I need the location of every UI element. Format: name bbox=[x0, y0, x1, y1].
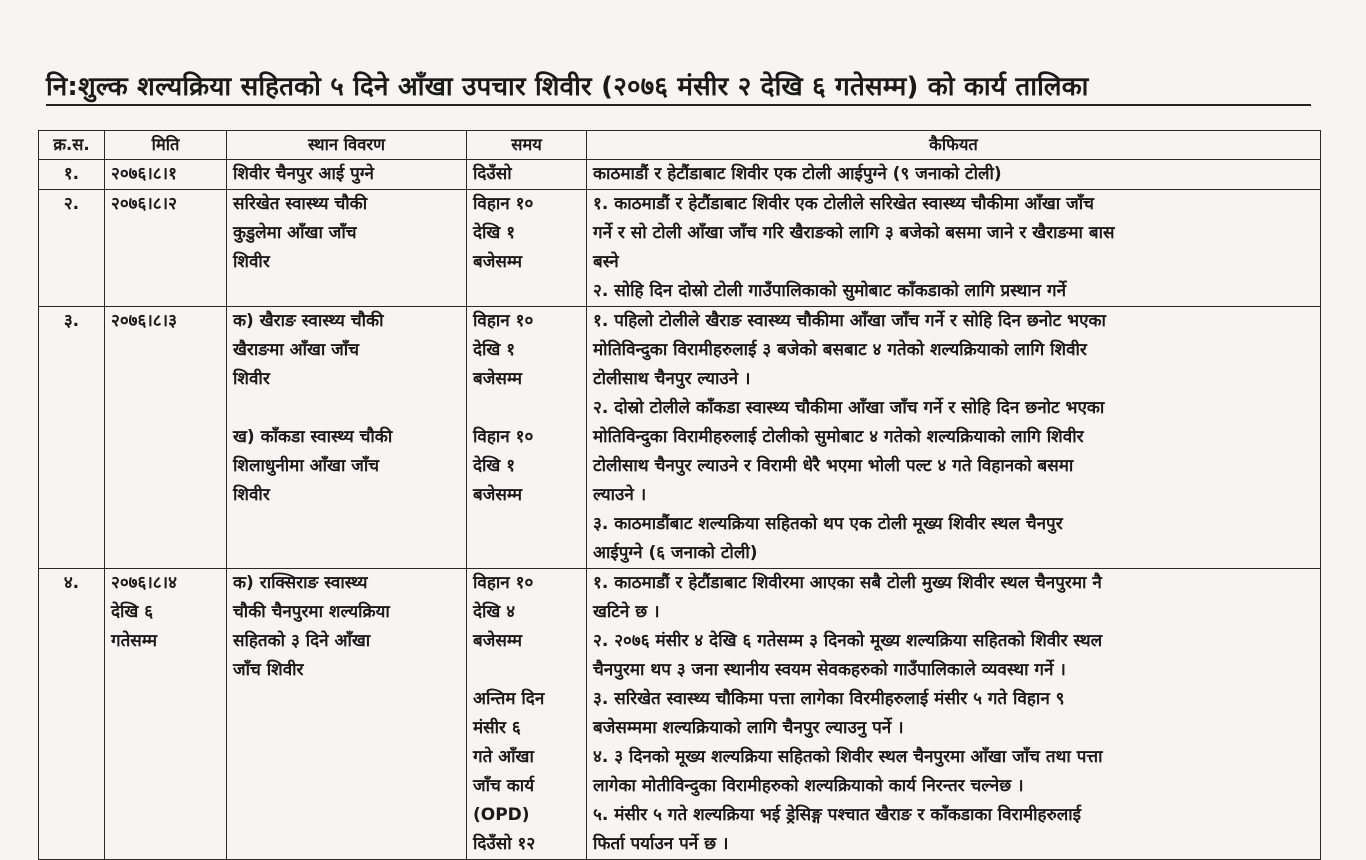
remarks-line: फिर्ता पर्याउन पर्ने छ । bbox=[593, 834, 729, 854]
place-line: सरिखेत स्वास्थ्य चौकी bbox=[233, 194, 368, 214]
time-line: बजेसम्म bbox=[473, 485, 523, 505]
remarks-cell bbox=[587, 190, 1321, 307]
place-line: सहितको ३ दिने आँखा bbox=[233, 631, 371, 651]
time-line: दिउँसो bbox=[473, 164, 512, 184]
time-line: जाँच कार्य bbox=[473, 776, 535, 796]
remarks-cell bbox=[587, 160, 1321, 190]
schedule-table bbox=[38, 130, 1321, 860]
time-line: विहान १० bbox=[473, 573, 534, 593]
table-row bbox=[39, 160, 1321, 190]
time-line: देखि १ bbox=[473, 456, 516, 476]
document-title: नि:शुल्क शल्यक्रिया सहितको ५ दिने आँखा उपचार शिवीर (२०७६ मंसीर २ देखि ६ गतेसम्म) को कार्य तालिका bbox=[46, 70, 1311, 106]
date-line: देखि ६ bbox=[111, 602, 154, 622]
time-line: विहान १० bbox=[473, 427, 534, 447]
place-line: शिवीर bbox=[233, 369, 270, 389]
date-line: २०७६।८।२ bbox=[111, 194, 177, 214]
place-line: कुडुलेमा आँखा जाँच bbox=[233, 223, 357, 243]
header-row bbox=[39, 131, 1321, 160]
remarks-line: काठमाडौं र हेटौंडाबाट शिवीर एक टोली आईपुग्ने (९ जनाको टोली) bbox=[593, 164, 1002, 184]
place-cell bbox=[227, 307, 467, 569]
time-line: विहान १० bbox=[473, 194, 534, 214]
remarks-line: टोलीसाथ चैनपुर ल्याउने । bbox=[593, 369, 751, 389]
remarks-line: २. २०७६ मंसीर ४ देखि ६ गतेसम्म ३ दिनको मूख्य शल्यक्रिया सहितको शिवीर स्थल bbox=[593, 631, 1103, 651]
col-header-remarks: कैफियत bbox=[587, 131, 1321, 160]
remarks-line: २. दोस्रो टोलीले काँकडा स्वास्थ्य चौकीमा आँखा जाँच गर्ने र सोहि दिन छनोट भएका bbox=[593, 398, 1105, 418]
time-cell bbox=[467, 569, 587, 860]
place-line: क) राक्सिराङ स्वास्थ्य bbox=[233, 573, 368, 593]
remarks-line: गर्ने र सो टोली आँखा जाँच गरि खैराङको लागि ३ बजेको बसमा जाने र खैराङमा बास bbox=[593, 223, 1115, 243]
place-line: क) खैराङ स्वास्थ्य चौकी bbox=[233, 311, 384, 331]
remarks-line: मोतिविन्दुका विरामीहरुलाई ३ बजेको बसबाट ४ गतेको शल्यक्रियाको लागि शिवीर bbox=[593, 340, 1087, 360]
place-line: शिवीर bbox=[233, 485, 270, 505]
remarks-cell bbox=[587, 569, 1321, 860]
table-row bbox=[39, 190, 1321, 307]
place-line: शिवीर bbox=[233, 252, 270, 272]
date-cell bbox=[105, 160, 227, 190]
date-cell bbox=[105, 190, 227, 307]
time-line: देखि १ bbox=[473, 223, 516, 243]
col-header-place: स्थान विवरण bbox=[227, 131, 467, 160]
remarks-line: आईपुग्ने (६ जनाको टोली) bbox=[593, 543, 758, 563]
time-line: गते आँखा bbox=[473, 747, 534, 767]
remarks-line: लागेका मोतीविन्दुका विरामीहरुको शल्यक्रियाको कार्य निरन्तर चल्नेछ । bbox=[593, 776, 1024, 796]
remarks-line: ३. सरिखेत स्वास्थ्य चौकिमा पत्ता लागेका विरमीहरुलाई मंसीर ५ गते विहान ९ bbox=[593, 689, 1065, 709]
remarks-line: खटिने छ । bbox=[593, 602, 660, 622]
date-line: २०७६।८।१ bbox=[111, 164, 177, 184]
remarks-line: टोलीसाथ चैनपुर ल्याउने र विरामी धेरै भएमा भोली पल्ट ४ गते विहानको बसमा bbox=[593, 456, 1074, 476]
place-line: जाँच शिवीर bbox=[233, 660, 304, 680]
remarks-line: १. काठमाडौं र हेटौंडाबाट शिवीरमा आएका सबै टोली मुख्य शिवीर स्थल चैनपुरमा नै bbox=[593, 573, 1102, 593]
remarks-line: बस्ने bbox=[593, 252, 619, 272]
time-line: बजेसम्म bbox=[473, 252, 523, 272]
time-line: अन्तिम दिन bbox=[473, 689, 545, 709]
spacer bbox=[473, 394, 580, 423]
remarks-line: ४. ३ दिनको मूख्य शल्यक्रिया सहितको शिवीर स्थल चैनपुरमा आँखा जाँच तथा पत्ता bbox=[593, 747, 1103, 767]
time-line: देखि १ bbox=[473, 340, 516, 360]
remarks-line: २. सोहि दिन दोस्रो टोली गाउँपालिकाको सुमोबाट काँकडाको लागि प्रस्थान गर्ने bbox=[593, 281, 1067, 301]
remarks-line: १. पहिलो टोलीले खैराङ स्वास्थ्य चौकीमा आँखा जाँच गर्ने र सोहि दिन छनोट भएका bbox=[593, 311, 1106, 331]
time-line: विहान १० bbox=[473, 311, 534, 331]
remarks-line: ल्याउने । bbox=[593, 485, 647, 505]
time-cell bbox=[467, 307, 587, 569]
place-cell bbox=[227, 190, 467, 307]
time-cell bbox=[467, 190, 587, 307]
time-line: बजेसम्म bbox=[473, 369, 523, 389]
remarks-line: मोतिविन्दुका विरामीहरुलाई टोलीको सुमोबाट ४ गतेको शल्यक्रियाको लागि शिवीर bbox=[593, 427, 1084, 447]
col-header-time: समय bbox=[467, 131, 587, 160]
time-line: दिउँसो १२ bbox=[473, 834, 536, 854]
remarks-cell bbox=[587, 307, 1321, 569]
remarks-line: ३. काठमाडौंबाट शल्यक्रिया सहितको थप एक टोली मूख्य शिवीर स्थल चैनपुर bbox=[593, 514, 1063, 534]
remarks-line: बजेसम्ममा शल्यक्रियाको लागि चैनपुर ल्याउनु पर्ने । bbox=[593, 718, 904, 738]
remarks-line: ५. मंसीर ५ गते शल्यक्रिया भई ड्रेसिङ्ग पश्चात खैराङ र काँकडाका विरामीहरुलाई bbox=[593, 805, 1082, 825]
place-line: खैराङमा आँखा जाँच bbox=[233, 340, 359, 360]
place-line: शिवीर चैनपुर आई पुग्ने bbox=[233, 164, 374, 184]
spacer bbox=[473, 656, 580, 685]
place-line: चौकी चैनपुरमा शल्यक्रिया bbox=[233, 602, 390, 622]
spacer bbox=[233, 394, 460, 423]
place-cell bbox=[227, 569, 467, 860]
date-line: गतेसम्म bbox=[111, 631, 158, 651]
serial-cell: २. bbox=[39, 190, 105, 307]
place-line: ख) काँकडा स्वास्थ्य चौकी bbox=[233, 427, 393, 447]
table-row bbox=[39, 307, 1321, 569]
place-cell bbox=[227, 160, 467, 190]
date-line: २०७६।८।४ bbox=[111, 573, 177, 593]
serial-cell: १. bbox=[39, 160, 105, 190]
date-cell bbox=[105, 569, 227, 860]
place-line: शिलाधुनीमा आँखा जाँच bbox=[233, 456, 380, 476]
col-header-date: मिति bbox=[105, 131, 227, 160]
time-cell bbox=[467, 160, 587, 190]
remarks-line: चैनपुरमा थप ३ जना स्थानीय स्वयम सेवकहरुको गाउँपालिकाले व्यवस्था गर्ने । bbox=[593, 660, 1066, 680]
time-line: बजेसम्म bbox=[473, 631, 523, 651]
col-header-serial: क्र.स. bbox=[39, 131, 105, 160]
table-row bbox=[39, 569, 1321, 860]
time-line: मंसीर ६ bbox=[473, 718, 521, 738]
time-line: (OPD) bbox=[473, 805, 530, 825]
date-cell bbox=[105, 307, 227, 569]
serial-cell: ४. bbox=[39, 569, 105, 860]
time-line: देखि ४ bbox=[473, 602, 516, 622]
date-line: २०७६।८।३ bbox=[111, 311, 177, 331]
remarks-line: १. काठमाडौं र हेटौंडाबाट शिवीर एक टोलीले सरिखेत स्वास्थ्य चौकीमा आँखा जाँच bbox=[593, 194, 1094, 214]
serial-cell: ३. bbox=[39, 307, 105, 569]
